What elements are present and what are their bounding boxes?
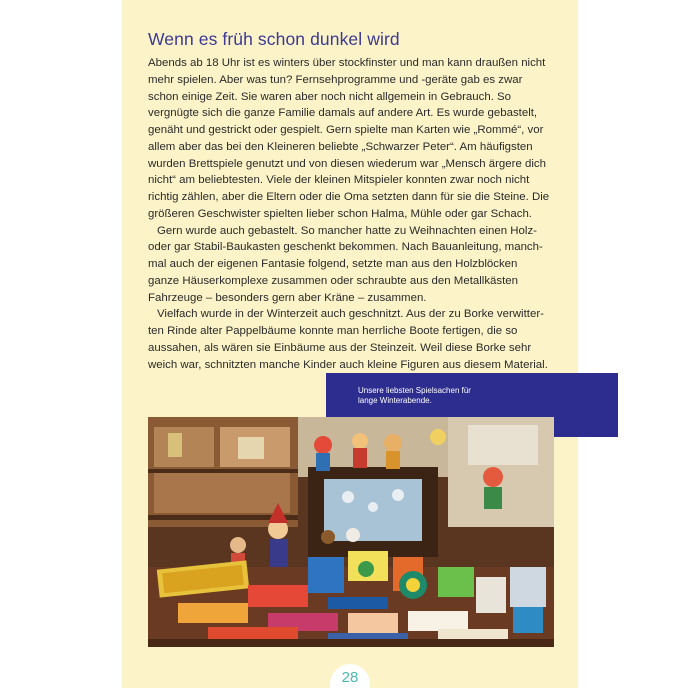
body-text xyxy=(148,55,552,373)
text-line: Vielfach wurde in der Winterzeit auch geschnitzt. Aus der zu Borke verwitter- xyxy=(157,308,544,321)
caption-line: Unsere liebsten Spielsachen für xyxy=(358,386,471,395)
text-line: größeren Geschwister spielten lieber schon Halma, Mühle oder gar Schach. xyxy=(148,207,532,220)
text-line: aussahen, als wären sie Einbäume aus der Steinzeit. Weil diese Borke sehr xyxy=(148,341,532,354)
caption-line: lange Winterabende. xyxy=(358,396,432,405)
text-line: oder gar Stabil-Baukasten geschenkt bekommen. Nach Bauanleitung, manch- xyxy=(148,241,543,254)
text-line: richtig zählen, aber die Eltern oder die Oma setzten dann für sie die Steine. Die xyxy=(148,191,550,203)
photo-caption xyxy=(358,386,471,406)
text-line: ten Rinde alter Pappelbäume konnte man herrliche Boote fertigen, die so xyxy=(148,325,518,337)
text-line: mal auch der eigenen Fantasie folgend, setzte man aus den Holzblöcken xyxy=(148,258,518,270)
text-line: nicht“ am beliebtesten. Viele der kleinen Mitspieler konnten zwar noch nicht xyxy=(148,174,530,187)
text-line: genäht und gestrickt oder gespielt. Gern spielte man Karten wie „Rommé“, vor xyxy=(148,124,544,136)
text-line: mehr spielen. Aber was tun? Fernsehprogramme und -geräte gab es zwar xyxy=(148,73,523,86)
text-line: schon einige Zeit. Sie waren aber noch nicht allgemein in Gebrauch. So xyxy=(148,90,512,103)
text-line: weich war, schnitzten manche Kinder auch kleine Figuren aus diesem Material. xyxy=(148,358,548,371)
text-line: Fahrzeuge – besonders gern aber Kräne – zusammen. xyxy=(148,291,427,304)
page-number: 28 xyxy=(341,669,359,686)
text-line: Gern wurde auch gebastelt. So mancher hatte zu Weihnachten einen Holz- xyxy=(157,224,537,237)
text-line: allem aber das bei den Kleineren beliebte „Schwarzer Peter“. Am häufigsten xyxy=(148,140,533,153)
page-heading: Wenn es früh schon dunkel wird xyxy=(148,28,400,49)
text-line: Abends ab 18 Uhr ist es winters über stockfinster und man kann draußen nicht xyxy=(148,57,546,69)
text-line: ganze Häuserkomplexe zusammen oder schraubte aus den Metallkästen xyxy=(148,274,519,287)
toys-photo xyxy=(148,417,554,647)
text-line: vergnügte sich die ganze Familie damals auf andere Art. Es wurde gebastelt, xyxy=(148,107,538,120)
toys-photo-illustration xyxy=(148,417,554,647)
text-line: wurden Brettspiele genutzt und von diesen wiederum war „Mensch ärgere dich xyxy=(148,157,546,170)
